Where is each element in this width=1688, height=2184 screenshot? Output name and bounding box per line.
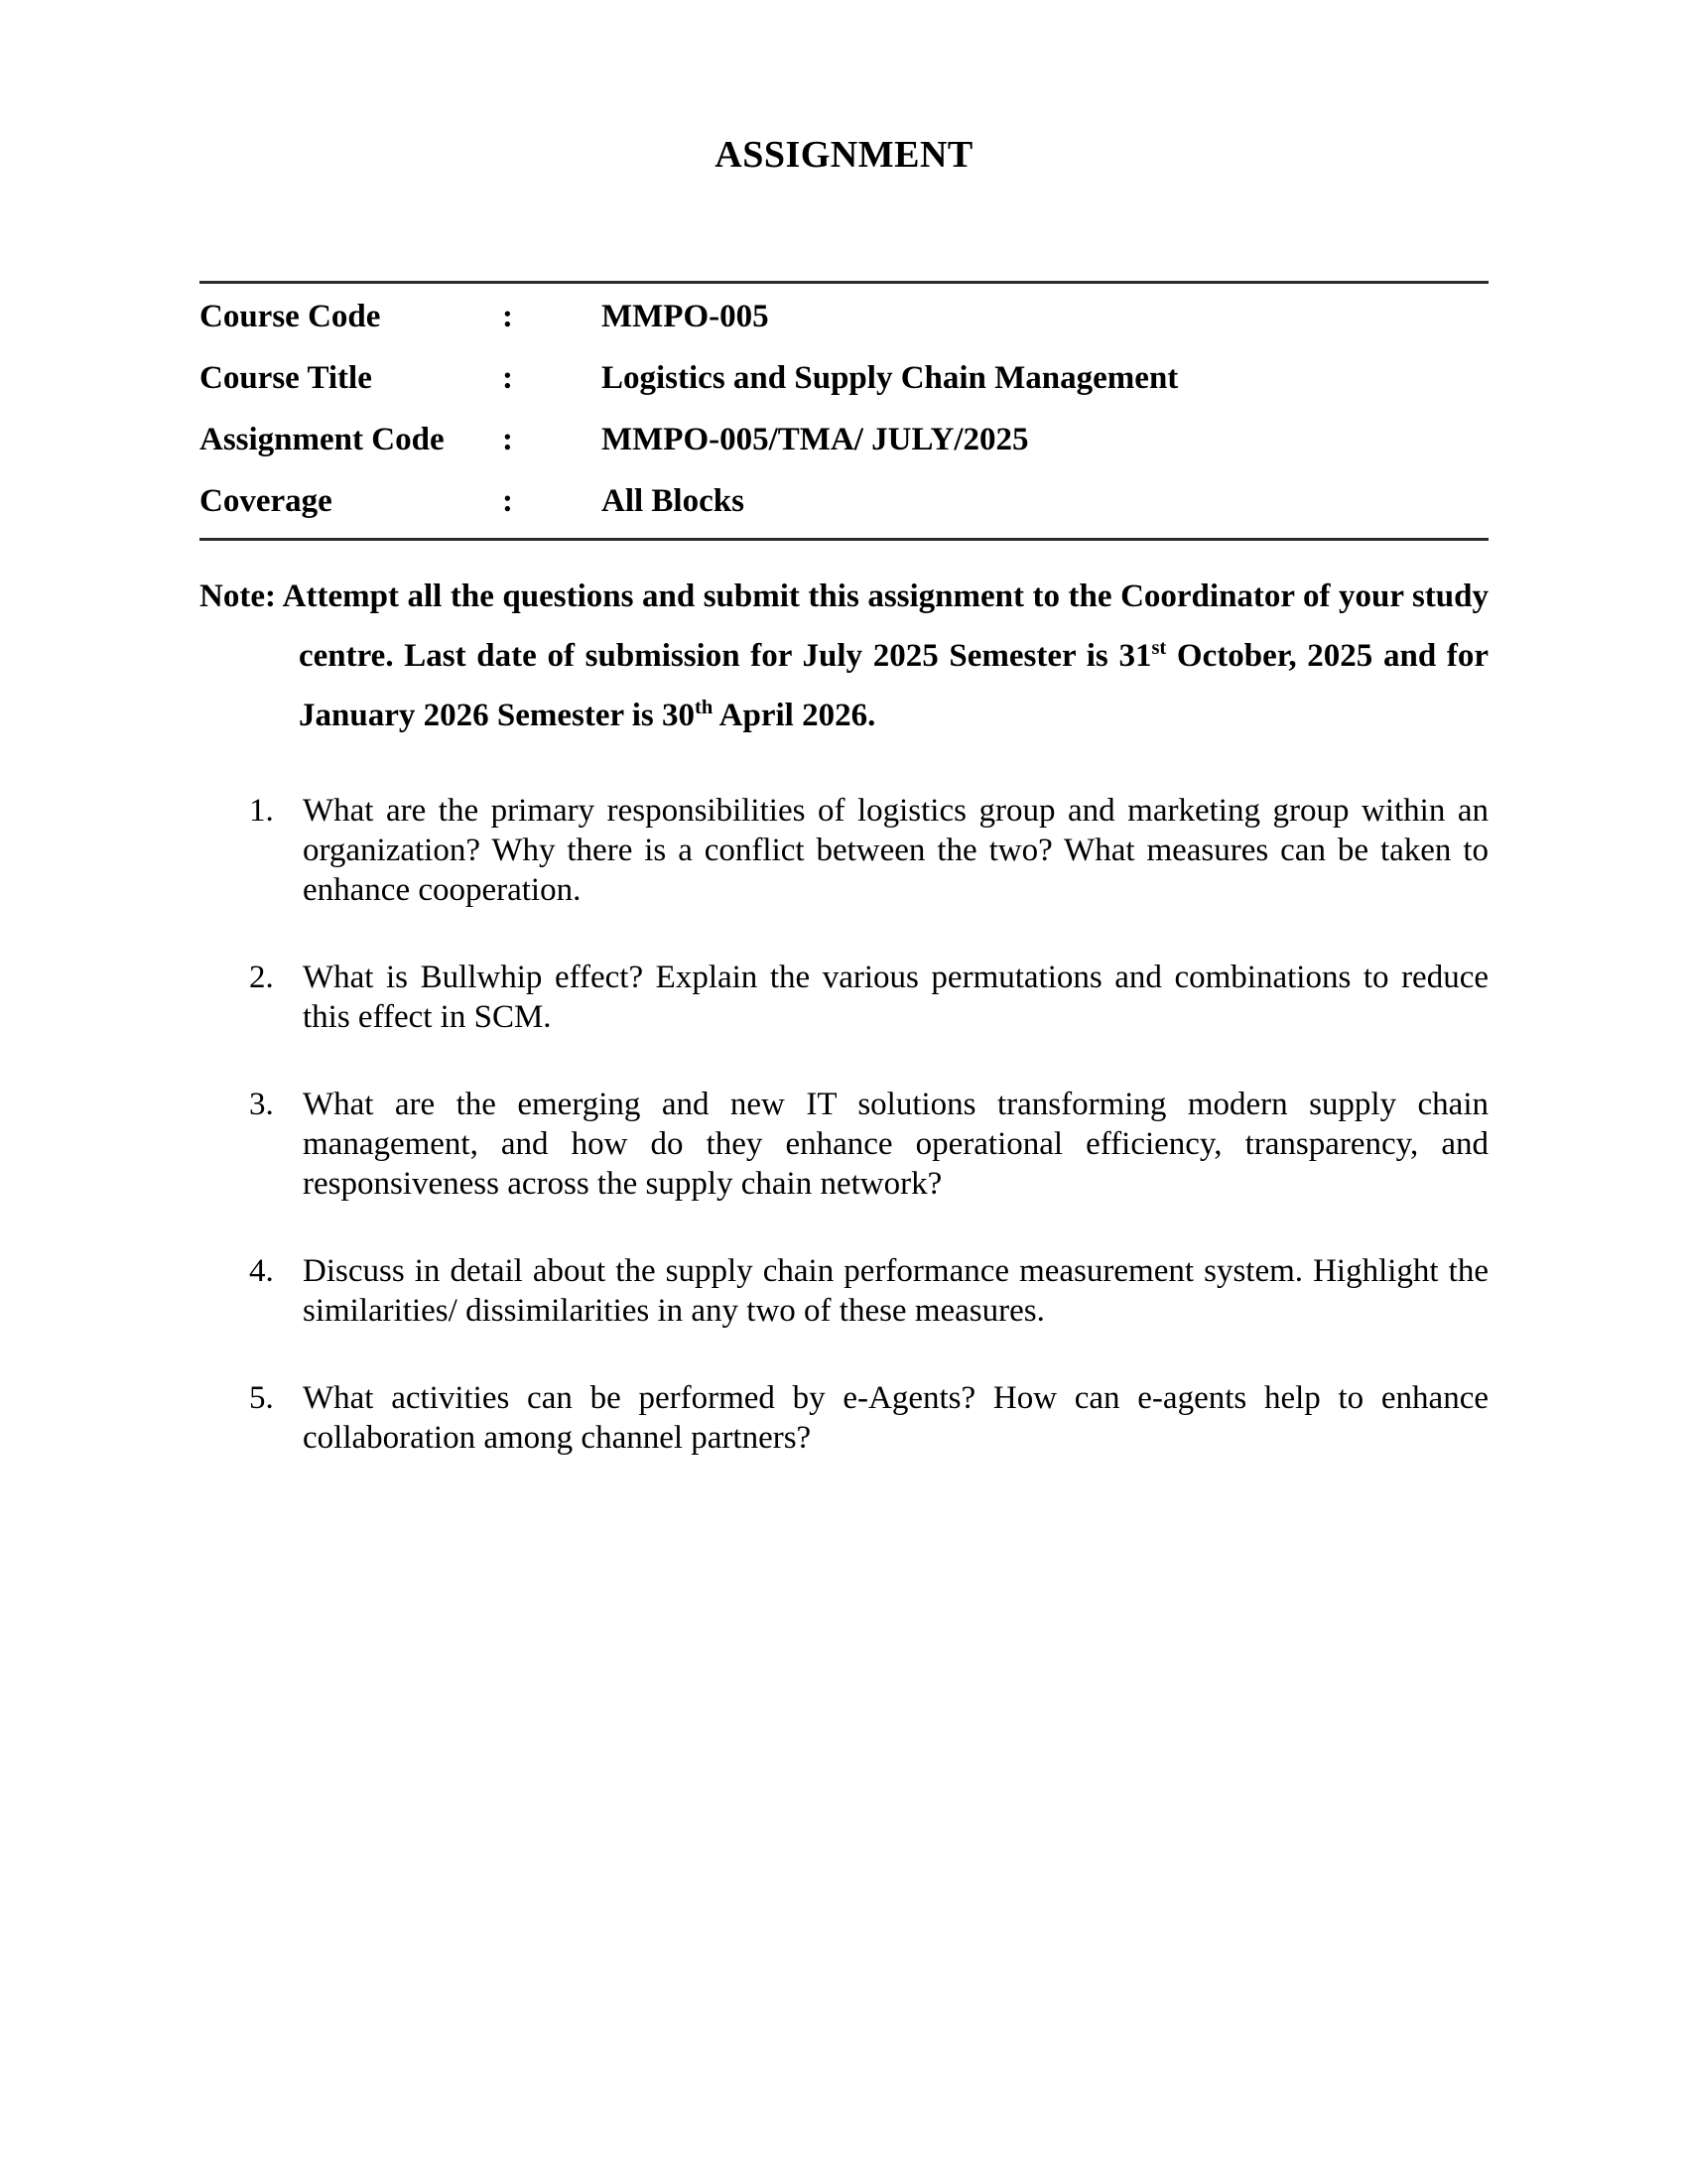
- row-separator: :: [502, 483, 513, 519]
- table-row-assignment-code: [199, 409, 1489, 470]
- question-item-3: [249, 1085, 1489, 1204]
- row-label: Course Title: [199, 360, 372, 396]
- table-row-course-title: [199, 347, 1489, 409]
- table-row-course-code: [199, 286, 1489, 347]
- row-separator: :: [502, 422, 513, 457]
- row-separator: :: [502, 299, 513, 334]
- question-number: 3.: [249, 1087, 274, 1122]
- row-value: MMPO-005/TMA/ JULY/2025: [601, 422, 1029, 457]
- question-item-1: [249, 791, 1489, 910]
- question-text: What activities can be performed by e-Agents? How can e-agents help to enhance collaboration among channel partners?: [303, 1380, 1489, 1456]
- question-text: What is Bullwhip effect? Explain the various permutations and combinations to reduce this effect in SCM.: [303, 960, 1489, 1035]
- note-paragraph: Note: Attempt all the questions and submit this assignment to the Coordinator of your study centre. Last date of submission for July 2025 Semester is 31st October, 2025 and for January 2026 Semester is 30th April 2026.: [199, 578, 1489, 733]
- question-text: Discuss in detail about the supply chain performance measurement system. Highlight the similarities/ dissimilarities in any two of these measures.: [303, 1253, 1489, 1329]
- row-label: Course Code: [199, 299, 381, 334]
- row-value: MMPO-005: [601, 299, 769, 334]
- course-meta-table: [199, 281, 1489, 541]
- question-text: What are the primary responsibilities of logistics group and marketing group within an organization? Why there is a conflict between the two? What measures can be taken to enhance cooperation.: [303, 793, 1489, 908]
- question-item-5: [249, 1378, 1489, 1458]
- question-number: 4.: [249, 1253, 274, 1289]
- question-item-2: [249, 958, 1489, 1037]
- question-number: 1.: [249, 793, 274, 829]
- row-separator: :: [502, 360, 513, 396]
- page-title: ASSIGNMENT: [714, 134, 974, 176]
- question-text: What are the emerging and new IT solutions transforming modern supply chain management, and how do they enhance operational efficiency, transparency, and responsiveness across the supply chain network?: [303, 1087, 1489, 1202]
- row-label: Coverage: [199, 483, 332, 519]
- question-number: 2.: [249, 960, 274, 995]
- row-label: Assignment Code: [199, 422, 445, 457]
- row-value: All Blocks: [601, 483, 744, 519]
- question-number: 5.: [249, 1380, 274, 1416]
- question-item-4: [249, 1251, 1489, 1331]
- table-row-coverage: [199, 470, 1489, 532]
- row-value: Logistics and Supply Chain Management: [601, 360, 1179, 396]
- question-list: [199, 791, 1489, 1458]
